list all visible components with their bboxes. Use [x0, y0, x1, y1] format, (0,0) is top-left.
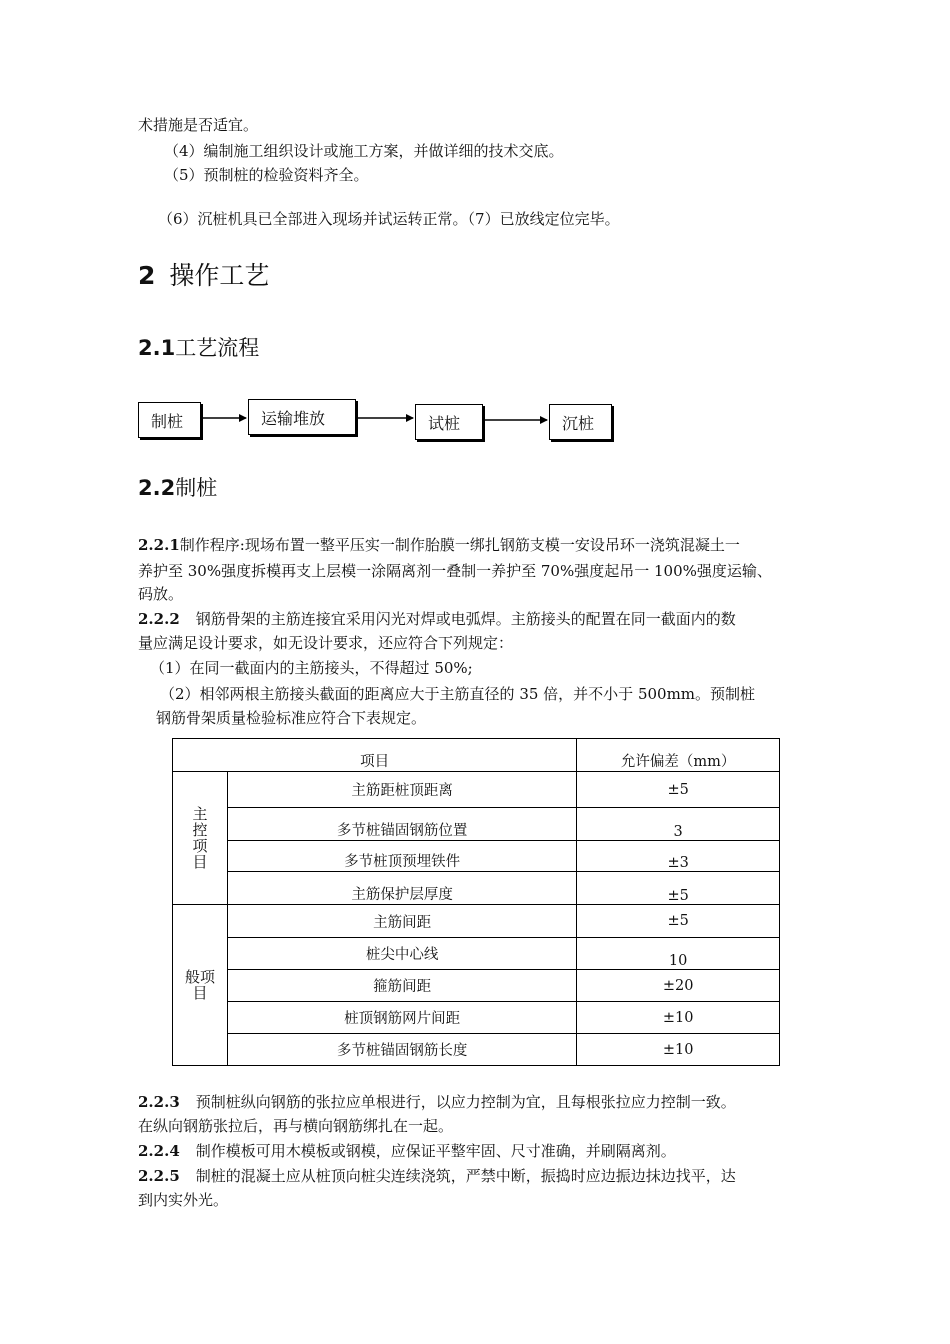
- header-tolerance: 允许偏差（mm）: [577, 739, 780, 772]
- paragraph: 术措施是否适宜。: [138, 116, 259, 134]
- clause-number: 2.2.4: [138, 1142, 180, 1160]
- clause-2-2-2: [138, 608, 736, 630]
- list-item: （1）在同一截面内的主筋接头，不得超过 50%;: [150, 659, 473, 677]
- list-item: 钢筋骨架质量检验标准应符合下表规定。: [156, 709, 427, 727]
- clause-text: 制作模板可用木模板或钢模，应保证平整牢固、尺寸准确，并刷隔离剂。: [195, 1142, 676, 1160]
- clause-text: 预制桩纵向钢筋的张拉应单根进行，以应力控制为宜，且每根张拉应力控制一致。: [195, 1093, 736, 1111]
- group-label-line: 般项: [184, 968, 215, 986]
- table-cell-item: 多节桩顶预埋铁件: [227, 841, 576, 872]
- flow-step-sink-pile: 沉桩: [549, 404, 612, 440]
- paragraph: （5）预制桩的检验资料齐全。: [164, 166, 369, 184]
- table-cell-item: 主筋间距: [227, 905, 576, 938]
- clause-text: 制桩的混凝土应从桩顶向桩尖连续浇筑，严禁中断，振捣时应边振边抹边找平，达: [195, 1167, 736, 1185]
- table-row: [173, 905, 780, 938]
- section-heading-2-2: [138, 472, 217, 502]
- clause-number: 2.2.1: [138, 536, 180, 554]
- paragraph: （6）沉桩机具已全部进入现场并试运转正常。（7）已放线定位完毕。: [158, 210, 620, 228]
- table-cell-value: ±10: [577, 1034, 780, 1066]
- table-row: [173, 1034, 780, 1066]
- table-cell-value: 3: [577, 808, 780, 841]
- clause-text: 到内实外光。: [138, 1191, 229, 1209]
- list-item: （2）相邻两根主筋接头截面的距离应大于主筋直径的 35 倍，并不小于 500mm。预制桩: [160, 685, 756, 703]
- clause-text: 量应满足设计要求，如无设计要求，还应符合下列规定：: [138, 634, 514, 652]
- clause-number: 2.2.2: [138, 610, 180, 628]
- section-title: 操作工艺: [169, 261, 270, 290]
- table-row: [173, 872, 780, 905]
- table-cell-value: ±5: [577, 872, 780, 905]
- table-cell-value: ±20: [577, 970, 780, 1002]
- table-cell-value: ±3: [577, 841, 780, 872]
- clause-text: 养护至 30%强度拆模再支上层模一涂隔离剂一叠制一养护至 70%强度起吊一 100%强度运输、: [138, 562, 772, 580]
- group-label-char: 目: [192, 853, 208, 871]
- inspection-table: [172, 738, 780, 1066]
- table-header-row: [173, 739, 780, 772]
- clause-2-2-5: [138, 1165, 736, 1187]
- section-number: 2.1: [138, 336, 176, 360]
- clause-2-2-3: [138, 1091, 736, 1113]
- clause-2-2-1: [138, 534, 740, 556]
- table-row: [173, 808, 780, 841]
- table-cell-item: 箍筋间距: [227, 970, 576, 1002]
- group-label-general: [173, 905, 228, 1066]
- clause-text: 制作程序:现场布置一整平压实一制作胎膜一绑扎钢筋支模一安设吊环一浇筑混凝土一: [179, 536, 740, 554]
- table-cell-item: 主筋距桩顶距离: [227, 772, 576, 808]
- table-cell-item: 主筋保护层厚度: [227, 872, 576, 905]
- group-label-char: 控: [192, 821, 208, 839]
- table-cell-value: ±5: [577, 772, 780, 808]
- section-number: 2.2: [138, 476, 176, 500]
- table-cell-value: ±5: [577, 905, 780, 938]
- clause-number: 2.2.5: [138, 1167, 180, 1185]
- clause-text: 码放。: [138, 585, 184, 603]
- table-cell-value: 10: [577, 938, 780, 970]
- paragraph: （4）编制施工组织设计或施工方案，并做详细的技术交底。: [164, 142, 564, 160]
- clause-2-2-4: [138, 1140, 676, 1162]
- table-cell-item: 桩尖中心线: [227, 938, 576, 970]
- section-number: 2: [138, 261, 156, 290]
- table-row: [173, 841, 780, 872]
- group-label-line: 目: [192, 984, 208, 1002]
- table-cell-item: 多节桩锚固钢筋位置: [227, 808, 576, 841]
- table-cell-item: 桩顶钢筋网片间距: [227, 1002, 576, 1034]
- group-label-char: 主: [192, 805, 208, 823]
- flow-step-make-pile: 制桩: [138, 402, 201, 438]
- clause-number: 2.2.3: [138, 1093, 180, 1111]
- section-title: 工艺流程: [175, 336, 260, 360]
- clause-text: 钢筋骨架的主筋连接宜采用闪光对焊或电弧焊。主筋接头的配置在同一截面内的数: [195, 610, 736, 628]
- clause-text: 在纵向钢筋张拉后，再与横向钢筋绑扎在一起。: [138, 1117, 454, 1135]
- table-row: [173, 1002, 780, 1034]
- table-row: [173, 772, 780, 808]
- group-label-main-control: [173, 772, 228, 905]
- flow-step-test-pile: 试桩: [415, 404, 483, 440]
- flow-step-transport-stack: 运输堆放: [248, 399, 356, 435]
- group-label-char: 项: [192, 837, 208, 855]
- section-title: 制桩: [175, 476, 218, 500]
- table-cell-item: 多节桩锚固钢筋长度: [227, 1034, 576, 1066]
- table-row: [173, 938, 780, 970]
- flow-arrows: [0, 0, 950, 460]
- table-cell-value: ±10: [577, 1002, 780, 1034]
- table-row: [173, 970, 780, 1002]
- header-item: 项目: [173, 739, 577, 772]
